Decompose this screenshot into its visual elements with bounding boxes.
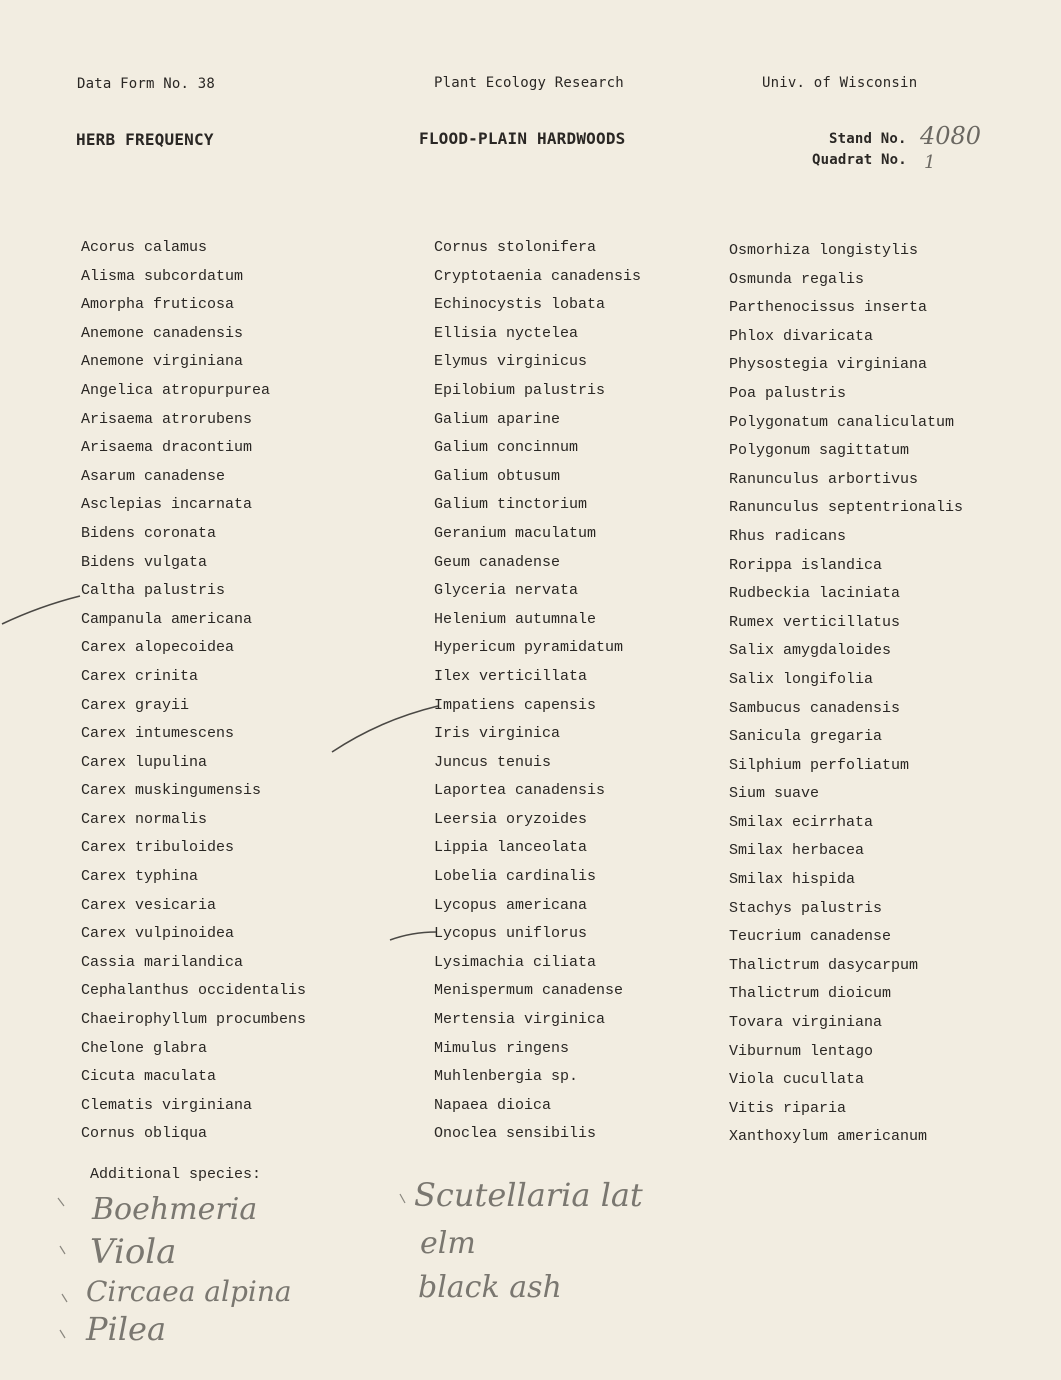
species-entry: Iris virginica bbox=[434, 725, 561, 743]
species-entry: Mertensia virginica bbox=[434, 1011, 606, 1029]
species-entry: Alisma subcordatum bbox=[81, 267, 244, 285]
species-entry: Carex muskingumensis bbox=[81, 782, 262, 800]
species-entry: Laportea canadensis bbox=[434, 782, 606, 800]
species-entry: Menispermum canadense bbox=[434, 982, 624, 1000]
species-entry: Carex intumescens bbox=[81, 725, 235, 743]
species-entry: Lysimachia ciliata bbox=[434, 953, 597, 971]
species-entry: Rudbeckia laciniata bbox=[729, 585, 901, 603]
species-entry: Mimulus ringens bbox=[434, 1039, 570, 1057]
species-entry: Carex normalis bbox=[81, 810, 208, 828]
species-entry: Cryptotaenia canadensis bbox=[434, 267, 642, 285]
species-entry: Carex lupulina bbox=[81, 753, 208, 771]
species-entry: Caltha palustris bbox=[81, 582, 226, 600]
species-entry: Teucrium canadense bbox=[729, 928, 892, 946]
species-entry: Galium concinnum bbox=[434, 439, 579, 457]
tick-mark-lycopus bbox=[390, 932, 436, 940]
species-entry: Smilax ecirrhata bbox=[729, 813, 874, 831]
species-entry: Xanthoxylum americanum bbox=[729, 1128, 928, 1146]
handwritten-species-left-2: Viola bbox=[90, 1232, 177, 1272]
species-entry: Sium suave bbox=[729, 785, 820, 803]
tick-mark-caltha bbox=[2, 596, 80, 624]
handwritten-species-right-2: elm bbox=[420, 1226, 476, 1261]
species-entry: Viola cucullata bbox=[729, 1071, 865, 1089]
species-entry: Amorpha fruticosa bbox=[81, 296, 235, 314]
species-entry: Acorus calamus bbox=[81, 239, 208, 256]
species-entry: Carex tribuloides bbox=[81, 839, 235, 857]
species-entry: Bidens vulgata bbox=[81, 553, 208, 571]
stand-value: 4080 bbox=[920, 122, 982, 150]
species-entry: Cornus stolonifera bbox=[434, 239, 597, 256]
species-entry: Chaeirophyllum procumbens bbox=[81, 1011, 307, 1029]
species-entry: Smilax hispida bbox=[729, 871, 856, 889]
species-entry: Cornus obliqua bbox=[81, 1125, 208, 1143]
species-entry: Carex typhina bbox=[81, 868, 199, 886]
species-entry: Ellisia nyctelea bbox=[434, 324, 579, 342]
species-entry: Anemone virginiana bbox=[81, 353, 244, 371]
species-entry: Geranium maculatum bbox=[434, 524, 597, 542]
species-entry: Glyceria nervata bbox=[434, 582, 579, 600]
species-entry: Carex vulpinoidea bbox=[81, 925, 235, 943]
species-entry: Geum canadense bbox=[434, 553, 561, 571]
species-entry: Osmunda regalis bbox=[729, 270, 865, 288]
species-entry: Smilax herbacea bbox=[729, 842, 865, 860]
species-entry: Salix amygdaloides bbox=[729, 642, 892, 660]
species-entry: Ranunculus septentrionalis bbox=[729, 499, 964, 517]
species-entry: Salix longifolia bbox=[729, 670, 874, 688]
species-entry: Juncus tenuis bbox=[434, 753, 552, 771]
stand-label: Stand No. bbox=[829, 131, 907, 147]
species-entry: Carex grayii bbox=[81, 696, 190, 714]
species-entry: Osmorhiza longistylis bbox=[729, 242, 919, 259]
organization: Plant Ecology Research bbox=[434, 75, 624, 91]
species-entry: Lycopus americana bbox=[434, 896, 588, 914]
form-number: Data Form No. 38 bbox=[77, 76, 216, 92]
species-entry: Campanula americana bbox=[81, 610, 253, 628]
species-entry: Silphium perfoliatum bbox=[729, 756, 910, 774]
handwritten-species-left-3: Circaea alpina bbox=[86, 1275, 292, 1308]
species-entry: Onoclea sensibilis bbox=[434, 1125, 597, 1143]
species-entry: Muhlenbergia sp. bbox=[434, 1068, 579, 1086]
species-entry: Rumex verticillatus bbox=[729, 613, 901, 631]
quadrat-label: Quadrat No. bbox=[812, 152, 907, 168]
species-entry: Lobelia cardinalis bbox=[434, 868, 597, 886]
species-entry: Cassia marilandica bbox=[81, 953, 244, 971]
species-entry: Leersia oryzoides bbox=[434, 810, 588, 828]
species-entry: Arisaema dracontium bbox=[81, 439, 253, 457]
species-entry: Cicuta maculata bbox=[81, 1068, 217, 1086]
species-entry: Asclepias incarnata bbox=[81, 496, 253, 514]
university: Univ. of Wisconsin bbox=[762, 75, 918, 91]
additional-species-label: Additional species: bbox=[90, 1166, 262, 1183]
species-entry: Ranunculus arbortivus bbox=[729, 470, 919, 488]
species-entry: Arisaema atrorubens bbox=[81, 410, 253, 428]
species-entry: Sanicula gregaria bbox=[729, 728, 883, 746]
species-entry: Napaea dioica bbox=[434, 1096, 552, 1114]
quadrat-value: 1 bbox=[924, 152, 936, 173]
community-type: FLOOD-PLAIN HARDWOODS bbox=[419, 129, 626, 148]
tick-mark-impatiens bbox=[332, 706, 438, 752]
species-entry: Echinocystis lobata bbox=[434, 296, 606, 314]
species-entry: Viburnum lentago bbox=[729, 1042, 874, 1060]
species-entry: Helenium autumnale bbox=[434, 610, 597, 628]
species-entry: Carex crinita bbox=[81, 667, 199, 685]
species-entry: Impatiens capensis bbox=[434, 696, 597, 714]
species-entry: Galium aparine bbox=[434, 410, 561, 428]
species-entry: Phlox divaricata bbox=[729, 327, 874, 345]
species-entry: Polygonatum canaliculatum bbox=[729, 413, 955, 431]
species-entry: Hypericum pyramidatum bbox=[434, 639, 624, 657]
species-entry: Stachys palustris bbox=[729, 899, 883, 917]
species-entry: Lippia lanceolata bbox=[434, 839, 588, 857]
species-entry: Thalictrum dioicum bbox=[729, 985, 892, 1003]
species-entry: Clematis virginiana bbox=[81, 1096, 253, 1114]
species-entry: Ilex verticillata bbox=[434, 667, 588, 685]
species-entry: Carex vesicaria bbox=[81, 896, 217, 914]
handwritten-species-left-1: Boehmeria bbox=[92, 1192, 258, 1227]
species-entry: Polygonum sagittatum bbox=[729, 442, 910, 460]
species-entry: Parthenocissus inserta bbox=[729, 299, 928, 317]
form-title: HERB FREQUENCY bbox=[76, 130, 214, 149]
species-entry: Galium tinctorium bbox=[434, 496, 588, 514]
species-entry: Lycopus uniflorus bbox=[434, 925, 588, 943]
species-entry: Tovara virginiana bbox=[729, 1014, 883, 1032]
handwritten-species-left-4: Pilea bbox=[86, 1310, 167, 1348]
species-entry: Sambucus canadensis bbox=[729, 699, 901, 717]
species-entry: Cephalanthus occidentalis bbox=[81, 982, 307, 1000]
species-entry: Rorippa islandica bbox=[729, 556, 883, 574]
species-entry: Carex alopecoidea bbox=[81, 639, 235, 657]
handwritten-species-right-3: black ash bbox=[418, 1270, 562, 1305]
species-entry: Anemone canadensis bbox=[81, 324, 244, 342]
species-entry: Elymus virginicus bbox=[434, 353, 588, 371]
species-entry: Angelica atropurpurea bbox=[81, 381, 271, 399]
species-entry: Poa palustris bbox=[729, 384, 847, 402]
species-entry: Bidens coronata bbox=[81, 524, 217, 542]
check-marks bbox=[58, 1194, 405, 1338]
handwritten-species-right-1: Scutellaria lat bbox=[414, 1176, 643, 1214]
species-entry: Physostegia virginiana bbox=[729, 356, 928, 374]
species-entry: Rhus radicans bbox=[729, 527, 847, 545]
species-entry: Thalictrum dasycarpum bbox=[729, 956, 919, 974]
species-entry: Epilobium palustris bbox=[434, 381, 606, 399]
species-entry: Galium obtusum bbox=[434, 467, 561, 485]
species-entry: Chelone glabra bbox=[81, 1039, 208, 1057]
species-entry: Asarum canadense bbox=[81, 467, 226, 485]
species-entry: Vitis riparia bbox=[729, 1099, 847, 1117]
